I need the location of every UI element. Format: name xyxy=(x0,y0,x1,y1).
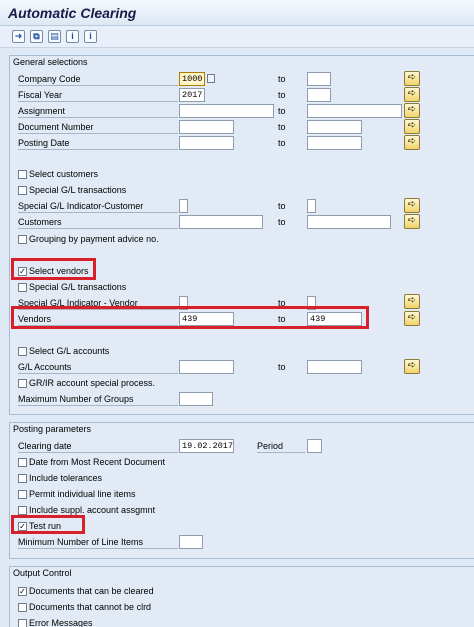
multiple-selection-button[interactable]: ➪ xyxy=(404,359,420,374)
to-label: to xyxy=(278,217,286,227)
document-number-to-input[interactable] xyxy=(307,120,362,134)
customers-input[interactable] xyxy=(179,215,263,229)
fiscal-year-to-input[interactable] xyxy=(307,88,331,102)
to-label: to xyxy=(278,106,286,116)
to-label: to xyxy=(278,298,286,308)
special-gl-indicator-vendor-label: Special G/L Indicator - Vendor xyxy=(18,296,178,310)
select-vendors-highlight xyxy=(11,258,96,280)
multiple-selection-button[interactable]: ➪ xyxy=(404,198,420,213)
vendors-from-input[interactable]: 439 xyxy=(179,312,234,326)
posting-date-to-input[interactable] xyxy=(307,136,362,150)
include-tolerances-label: Include tolerances xyxy=(29,473,103,483)
special-gl-transactions-vendor-checkbox[interactable] xyxy=(18,283,27,292)
document-number-input[interactable] xyxy=(179,120,234,134)
error-messages-label: Error Messages xyxy=(29,618,93,627)
permit-line-items-label: Permit individual line items xyxy=(29,489,136,499)
multiple-selection-button[interactable]: ➪ xyxy=(404,119,420,134)
company-code-label: Company Code xyxy=(18,72,178,86)
permit-line-items-checkbox[interactable] xyxy=(18,490,27,499)
special-gl-indicator-customer-label: Special G/L Indicator-Customer xyxy=(18,199,178,213)
value-help-icon[interactable] xyxy=(207,74,215,83)
clearing-date-label: Clearing date xyxy=(18,439,178,453)
company-code-to-input[interactable] xyxy=(307,72,331,86)
vendors-label: Vendors xyxy=(18,312,178,326)
special-gl-transactions-label: Special G/L transactions xyxy=(29,185,127,195)
max-groups-label: Maximum Number of Groups xyxy=(18,392,178,406)
grir-special-process-checkbox[interactable] xyxy=(18,379,27,388)
to-label: to xyxy=(278,362,286,372)
customers-to-input[interactable] xyxy=(307,215,391,229)
multiple-selection-button[interactable]: ➪ xyxy=(404,214,420,229)
get-variant-icon[interactable]: ⧉ xyxy=(30,30,43,43)
window-title: Automatic Clearing xyxy=(8,5,137,21)
gl-accounts-input[interactable] xyxy=(179,360,234,374)
period-input[interactable] xyxy=(307,439,322,453)
help-icon[interactable]: i xyxy=(84,30,97,43)
test-run-checkbox[interactable]: ✓ xyxy=(19,522,26,531)
test-run-highlight xyxy=(11,515,85,534)
fiscal-year-input[interactable]: 2017 xyxy=(179,88,205,102)
posting-date-label: Posting Date xyxy=(18,136,178,150)
customers-label: Customers xyxy=(18,215,178,229)
include-tolerances-checkbox[interactable] xyxy=(18,474,27,483)
posting-date-input[interactable] xyxy=(179,136,234,150)
multiple-selection-button[interactable]: ➪ xyxy=(404,311,420,326)
include-suppl-account-label: Include suppl. account assgmnt xyxy=(29,505,156,515)
execute-icon[interactable]: ➜ xyxy=(12,30,25,43)
special-gl-indicator-customer-to-input[interactable] xyxy=(307,199,316,213)
assignment-label: Assignment xyxy=(18,104,178,118)
clearing-date-input[interactable]: 19.02.2017 xyxy=(179,439,234,453)
grouping-payment-advice-checkbox[interactable] xyxy=(18,235,27,244)
to-label: to xyxy=(278,122,286,132)
output-control-section xyxy=(9,566,474,627)
select-vendors-label: Select vendors xyxy=(29,266,89,276)
error-messages-checkbox[interactable] xyxy=(18,619,27,627)
include-suppl-account-checkbox[interactable] xyxy=(18,506,27,515)
to-label: to xyxy=(278,314,286,324)
docs-cleared-checkbox[interactable]: ✓ xyxy=(19,587,26,596)
period-label: Period xyxy=(257,439,305,453)
section-header: General selections xyxy=(13,57,88,67)
fiscal-year-label: Fiscal Year xyxy=(18,88,178,102)
max-groups-input[interactable] xyxy=(179,392,213,406)
docs-cleared-label: Documents that can be cleared xyxy=(29,586,154,596)
company-code-input[interactable]: 1000 xyxy=(179,72,205,86)
to-label: to xyxy=(278,90,286,100)
min-line-items-label: Minimum Number of Line Items xyxy=(18,535,178,549)
min-line-items-input[interactable] xyxy=(179,535,203,549)
vendors-highlight xyxy=(11,306,369,329)
assignment-to-input[interactable] xyxy=(307,104,402,118)
application-toolbar xyxy=(0,26,474,48)
select-customers-label: Select customers xyxy=(29,169,99,179)
to-label: to xyxy=(278,201,286,211)
special-gl-indicator-customer-input[interactable] xyxy=(179,199,188,213)
select-gl-accounts-label: Select G/L accounts xyxy=(29,346,110,356)
select-gl-accounts-checkbox[interactable] xyxy=(18,347,27,356)
section-header: Output Control xyxy=(13,568,72,578)
date-recent-document-checkbox[interactable] xyxy=(18,458,27,467)
info-icon[interactable]: i xyxy=(66,30,79,43)
posting-parameters-section xyxy=(9,422,474,559)
section-header: Posting parameters xyxy=(13,424,92,434)
to-label: to xyxy=(278,138,286,148)
docs-not-cleared-checkbox[interactable] xyxy=(18,603,27,612)
multiple-selection-button[interactable]: ➪ xyxy=(404,135,420,150)
to-label: to xyxy=(278,74,286,84)
assignment-input[interactable] xyxy=(179,104,274,118)
document-number-label: Document Number xyxy=(18,120,178,134)
multiple-selection-button[interactable]: ➪ xyxy=(404,87,420,102)
gl-accounts-label: G/L Accounts xyxy=(18,360,178,374)
save-variant-icon[interactable]: ▤ xyxy=(48,30,61,43)
multiple-selection-button[interactable]: ➪ xyxy=(404,71,420,86)
multiple-selection-button[interactable]: ➪ xyxy=(404,103,420,118)
docs-not-cleared-label: Documents that cannot be clrd xyxy=(29,602,152,612)
test-run-label: Test run xyxy=(29,521,62,531)
grouping-payment-advice-label: Grouping by payment advice no. xyxy=(29,234,159,244)
grir-special-process-label: GR/IR account special process. xyxy=(29,378,156,388)
general-selections-section xyxy=(9,55,474,415)
special-gl-transactions-checkbox[interactable] xyxy=(18,186,27,195)
gl-accounts-to-input[interactable] xyxy=(307,360,362,374)
date-recent-document-label: Date from Most Recent Document xyxy=(29,457,166,467)
title-bar xyxy=(0,0,474,26)
multiple-selection-button[interactable]: ➪ xyxy=(404,294,420,309)
select-customers-checkbox[interactable] xyxy=(18,170,27,179)
vendors-to-input[interactable]: 439 xyxy=(307,312,362,326)
select-vendors-checkbox[interactable]: ✓ xyxy=(19,267,26,276)
special-gl-transactions-vendor-label: Special G/L transactions xyxy=(29,282,127,292)
